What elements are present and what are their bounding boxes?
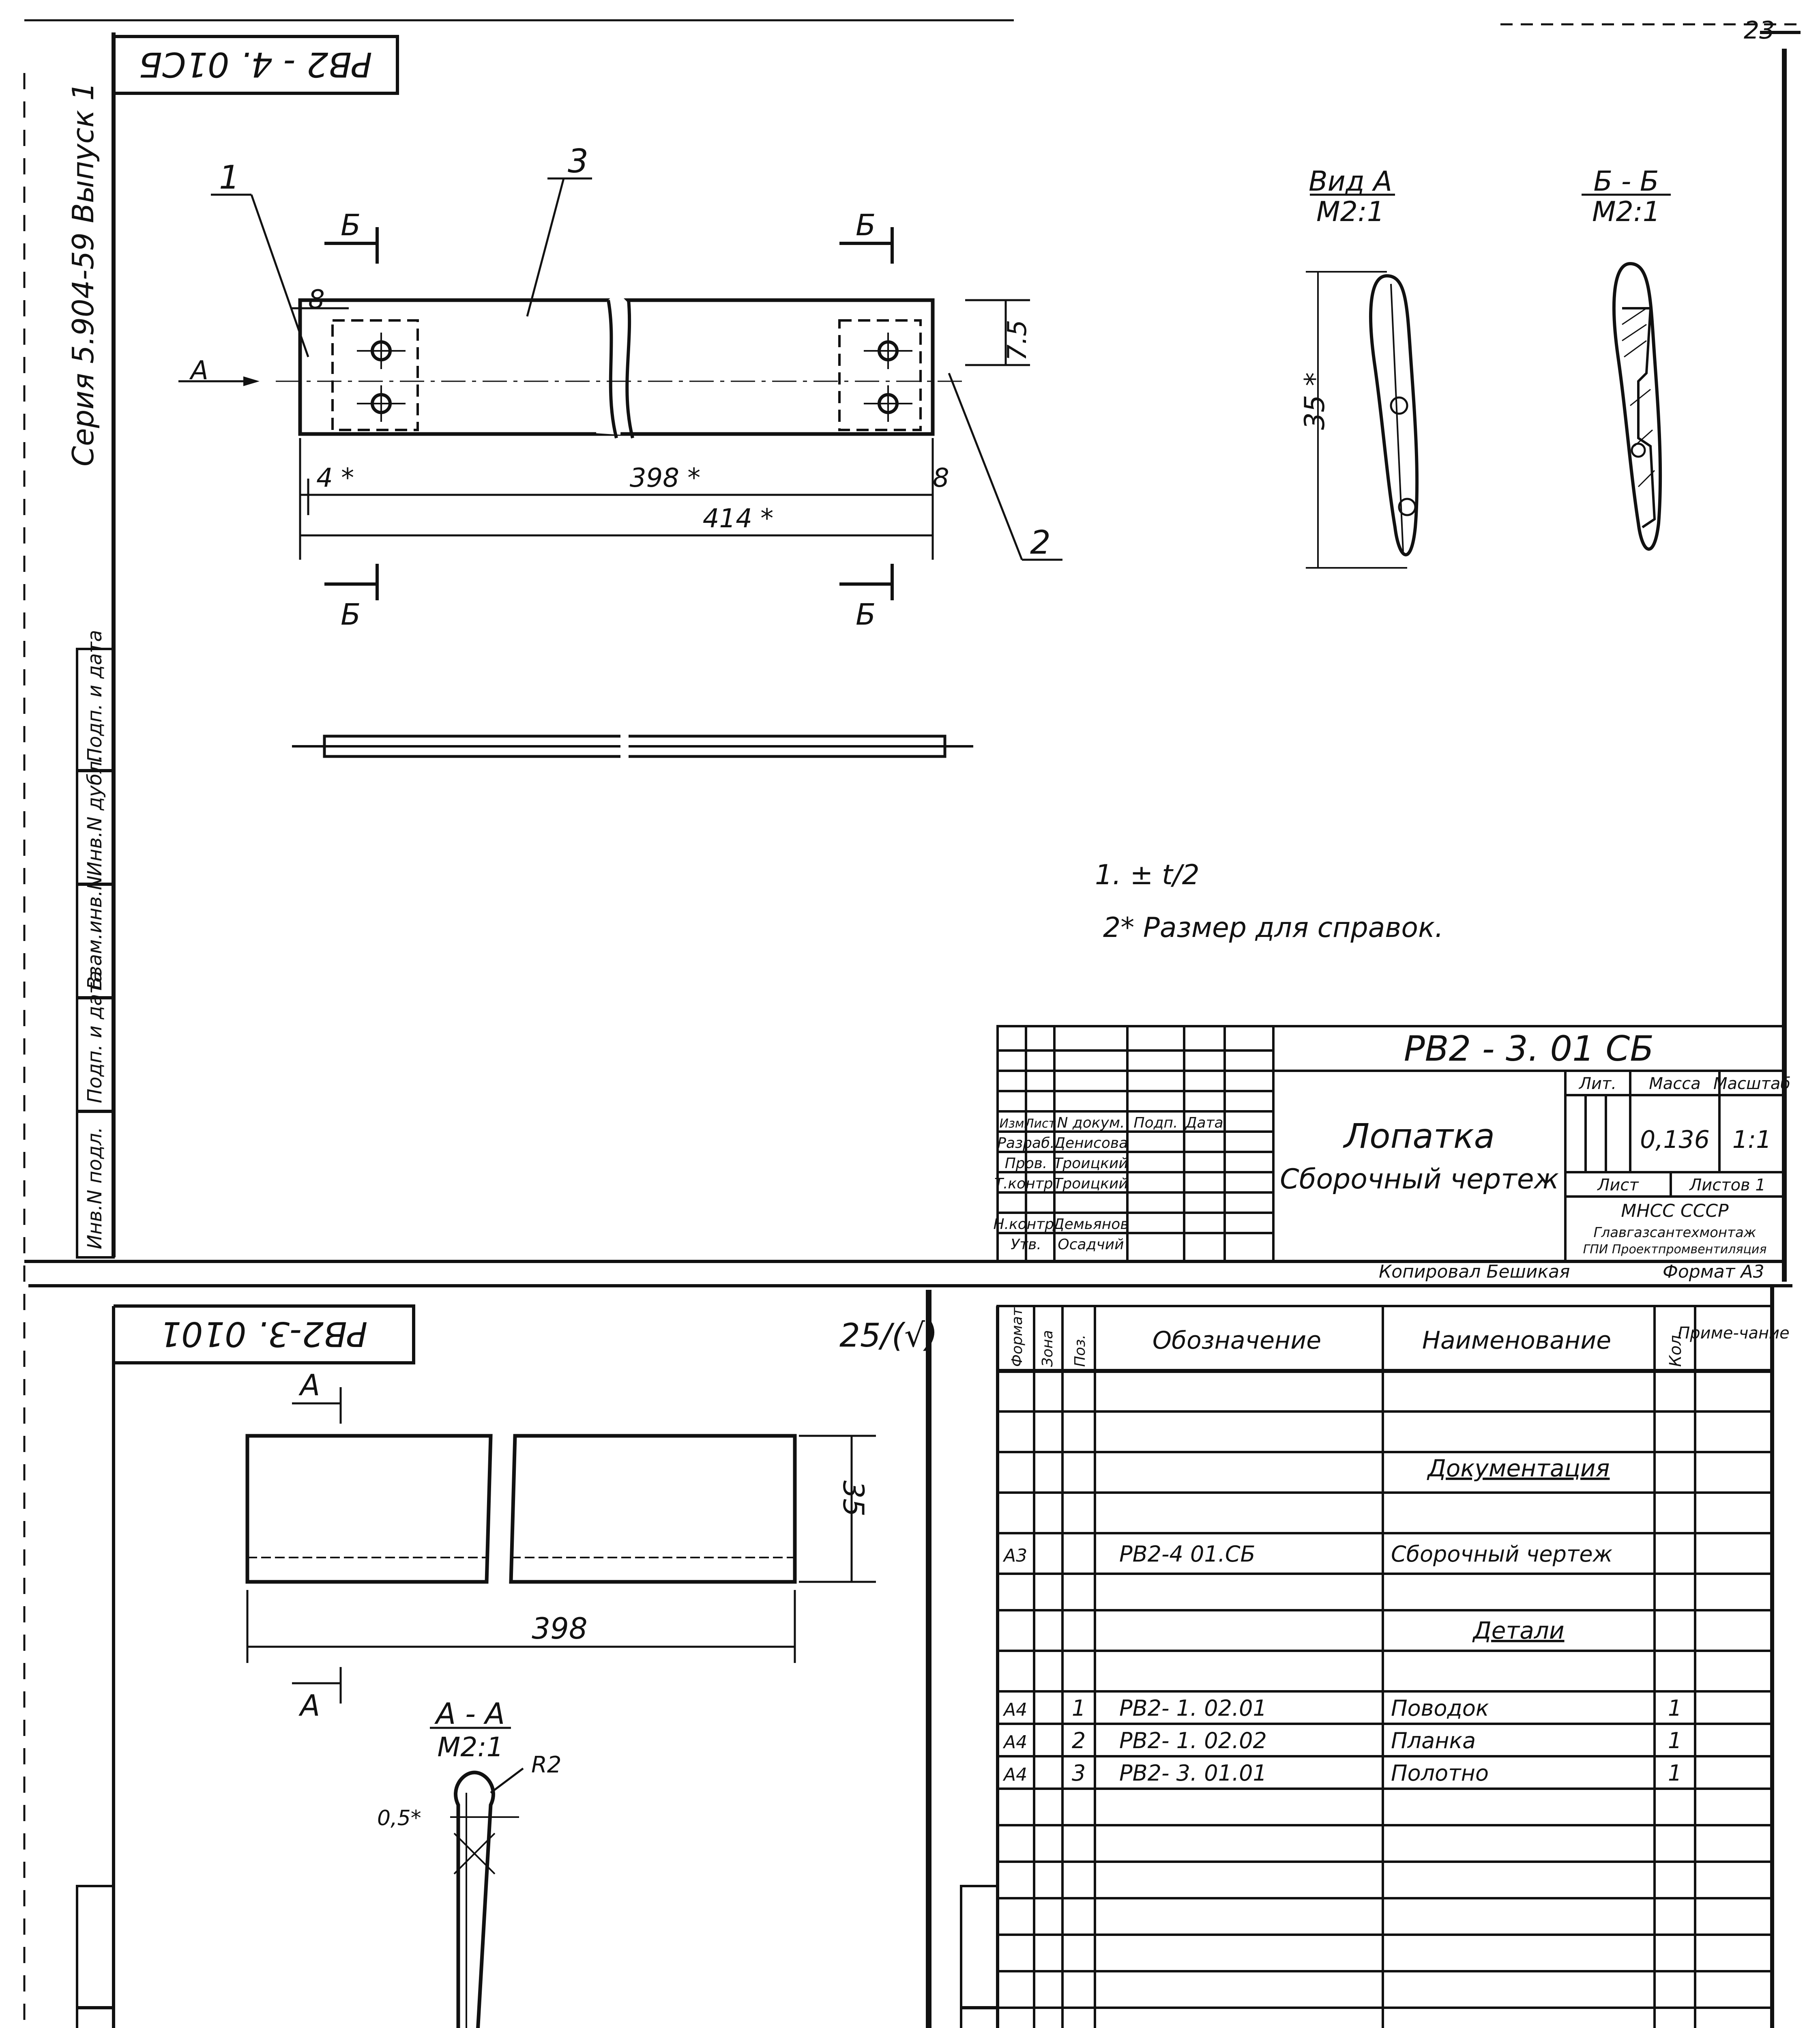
- section-mark-b-4: Б: [856, 597, 876, 632]
- sheet1-col-list: Лист: [1024, 1117, 1056, 1131]
- dim-35: 35 *: [1299, 372, 1331, 430]
- section-bb-scale: М2:1: [1592, 196, 1661, 228]
- spec-header-qty: Кол.: [1666, 1330, 1685, 1367]
- roughness-symbol: 25/(√): [839, 1317, 938, 1354]
- page-number: 23: [1744, 16, 1775, 45]
- spec-cell-qty: 1: [1668, 1728, 1682, 1753]
- spec-section-details: Детали: [1473, 1617, 1565, 1644]
- binding-strip-right: [961, 1886, 998, 2028]
- margin-label-1: Подп. и дата: [84, 630, 106, 763]
- sheet1-title-name: Лопатка: [1344, 1116, 1495, 1156]
- sheet1-col-date: Дата: [1185, 1115, 1223, 1131]
- blade-edge-view: [292, 730, 973, 763]
- sheet1-mass: 0,136: [1640, 1126, 1710, 1154]
- view-a-profile: [1306, 195, 1671, 568]
- sheet1-person-1: Денисова: [1054, 1135, 1128, 1151]
- section-mark-b-2: Б: [856, 208, 876, 242]
- sheet1-person-5: Осадчий: [1058, 1236, 1124, 1253]
- dim-398: 398 *: [629, 463, 701, 493]
- section-aa-scale: М2:1: [437, 1732, 504, 1763]
- copied-by-1: Копировал Бешикая: [1379, 1261, 1570, 1282]
- spec-cell-format: А3: [1004, 1545, 1028, 1566]
- spec-header-designation: Обозначение: [1152, 1326, 1322, 1355]
- spec-cell-format: А4: [1004, 1764, 1028, 1785]
- section-bb-title: Б - Б: [1593, 165, 1659, 198]
- sheet1-org-3: ГПИ Проектпромвентиляция: [1583, 1242, 1767, 1257]
- blade-plan-view: [276, 300, 965, 438]
- margin-label-3: Взам.инв.N: [84, 875, 106, 990]
- section-mark-a-2: А: [300, 1689, 320, 1723]
- section-mark-a-1: А: [300, 1368, 320, 1402]
- sheet1-mirrored-stamp: РВ2 - 4. 01СБ: [139, 45, 372, 84]
- spec-cell-name: Сборочный чертеж: [1391, 1541, 1613, 1567]
- dim-8-right: 8: [933, 463, 949, 493]
- sheet1-col-izm: Изм: [999, 1117, 1024, 1131]
- sheet1-person-4: Демьянов: [1053, 1216, 1129, 1233]
- sheet1-person-3: Троицкий: [1054, 1175, 1128, 1192]
- sheet1-org-1: МНСС СССР: [1621, 1201, 1729, 1221]
- spec-header-note: Приме-чание: [1678, 1324, 1790, 1343]
- sheet1-col-sheet: Лист: [1597, 1176, 1639, 1194]
- spec-row-3: [1002, 1728, 1682, 1753]
- dim-4: 4 *: [316, 463, 354, 493]
- strip-plan-view: [247, 1436, 795, 1582]
- spec-header-format: Формат: [1009, 1307, 1026, 1367]
- spec-cell-code: РВ2- 1. 02.01: [1119, 1695, 1267, 1721]
- spec-row-2: [1002, 1695, 1682, 1721]
- sheet1-col-mass: Масса: [1649, 1074, 1701, 1093]
- sheet1-note-1: 1. ± t/2: [1095, 859, 1200, 891]
- spec-cell-format: А4: [1004, 1699, 1028, 1720]
- sheet1-role-2: Пров.: [1004, 1155, 1047, 1172]
- callout-2: 2: [1030, 524, 1051, 561]
- section-aa-title: А - А: [436, 1697, 505, 1731]
- sheet2-mirrored-stamp: РВ2-3. 0101: [159, 1314, 368, 1354]
- sheet1-role-3: Т.контр.: [994, 1175, 1058, 1192]
- sheet1-title-type: Сборочный чертеж: [1280, 1163, 1559, 1195]
- spec-cell-pos: 1: [1071, 1695, 1086, 1721]
- sheet1-scale: 1:1: [1732, 1126, 1772, 1154]
- dim-35-strip: 35: [837, 1480, 870, 1517]
- view-arrow-a-label: А: [191, 356, 208, 386]
- margin-label-5: Инв.N подл.: [84, 1127, 106, 1249]
- spec-cell-format: А4: [1004, 1732, 1028, 1753]
- sheet1-note-2: 2* Размер для справок.: [1103, 912, 1444, 944]
- view-a-title: Вид А: [1309, 165, 1392, 198]
- spec-cell-pos: 2: [1071, 1728, 1086, 1753]
- sheet1-col-lit: Лит.: [1579, 1074, 1617, 1093]
- spec-cell-code: РВ2- 1. 02.02: [1119, 1728, 1267, 1753]
- spec-section-documentation: Документация: [1427, 1454, 1610, 1482]
- spec-cell-qty: 1: [1668, 1695, 1682, 1721]
- sheet1-col-ndoc: N докум.: [1057, 1115, 1125, 1131]
- margin-label-4: Подп. и дата: [84, 971, 106, 1103]
- spec-cell-name: Планка: [1391, 1728, 1476, 1753]
- spec-row-4: [1002, 1760, 1682, 1786]
- section-aa-profile: [430, 1728, 523, 2028]
- series-label: Серия 5.904-59 Выпуск 1: [66, 82, 100, 466]
- view-a-scale: М2:1: [1316, 196, 1385, 228]
- margin-label-2: Инв.N дубл.: [84, 754, 106, 876]
- sheet1-org-2: Главгазсантехмонтаж: [1593, 1225, 1756, 1241]
- section-bb-profile: [1614, 264, 1660, 549]
- callout-1: 1: [219, 159, 240, 196]
- callout-leaders: [211, 178, 1062, 560]
- section-mark-b-3: Б: [341, 597, 361, 632]
- dim-0-5: 0,5*: [377, 1806, 421, 1830]
- dim-7-5: 7.5: [1002, 320, 1032, 361]
- sheet1-role-1: Разраб.: [997, 1135, 1055, 1151]
- dim-r2: R2: [531, 1752, 562, 1778]
- spec-header-zone: Зона: [1039, 1330, 1056, 1367]
- sheet1-col-podp: Подп.: [1133, 1115, 1178, 1131]
- spec-cell-name: Полотно: [1391, 1760, 1489, 1786]
- spec-cell-qty: 1: [1668, 1760, 1682, 1786]
- spec-table-grid: [998, 1306, 1772, 2028]
- sheet1-person-2: Троицкий: [1054, 1155, 1128, 1172]
- dim-414: 414 *: [702, 504, 774, 534]
- spec-header-name: Наименование: [1422, 1326, 1612, 1355]
- dim-8-top: 8: [308, 285, 325, 315]
- sheet1-drawing-code: РВ2 - 3. 01 СБ: [1404, 1029, 1654, 1069]
- spec-cell-code: РВ2- 3. 01.01: [1119, 1760, 1267, 1786]
- binding-strip-left: [77, 1886, 114, 2028]
- sheet-frame: [24, 20, 1801, 2028]
- section-mark-b-1: Б: [341, 208, 361, 242]
- sheet1-role-4: Н.контр.: [993, 1216, 1059, 1233]
- sheet1-sheets: Листов 1: [1689, 1176, 1766, 1194]
- sheet1-col-scale: Масштаб: [1713, 1074, 1791, 1093]
- spec-header-pos: Поз.: [1072, 1334, 1088, 1367]
- spec-cell-code: РВ2-4 01.СБ: [1119, 1541, 1256, 1567]
- dim-398-strip: 398: [532, 1611, 588, 1646]
- spec-cell-name: Поводок: [1391, 1695, 1489, 1721]
- format-a3: Формат А3: [1663, 1261, 1764, 1282]
- spec-cell-pos: 3: [1071, 1760, 1086, 1786]
- sheet1-role-5: Утв.: [1011, 1236, 1041, 1253]
- callout-3: 3: [568, 142, 588, 180]
